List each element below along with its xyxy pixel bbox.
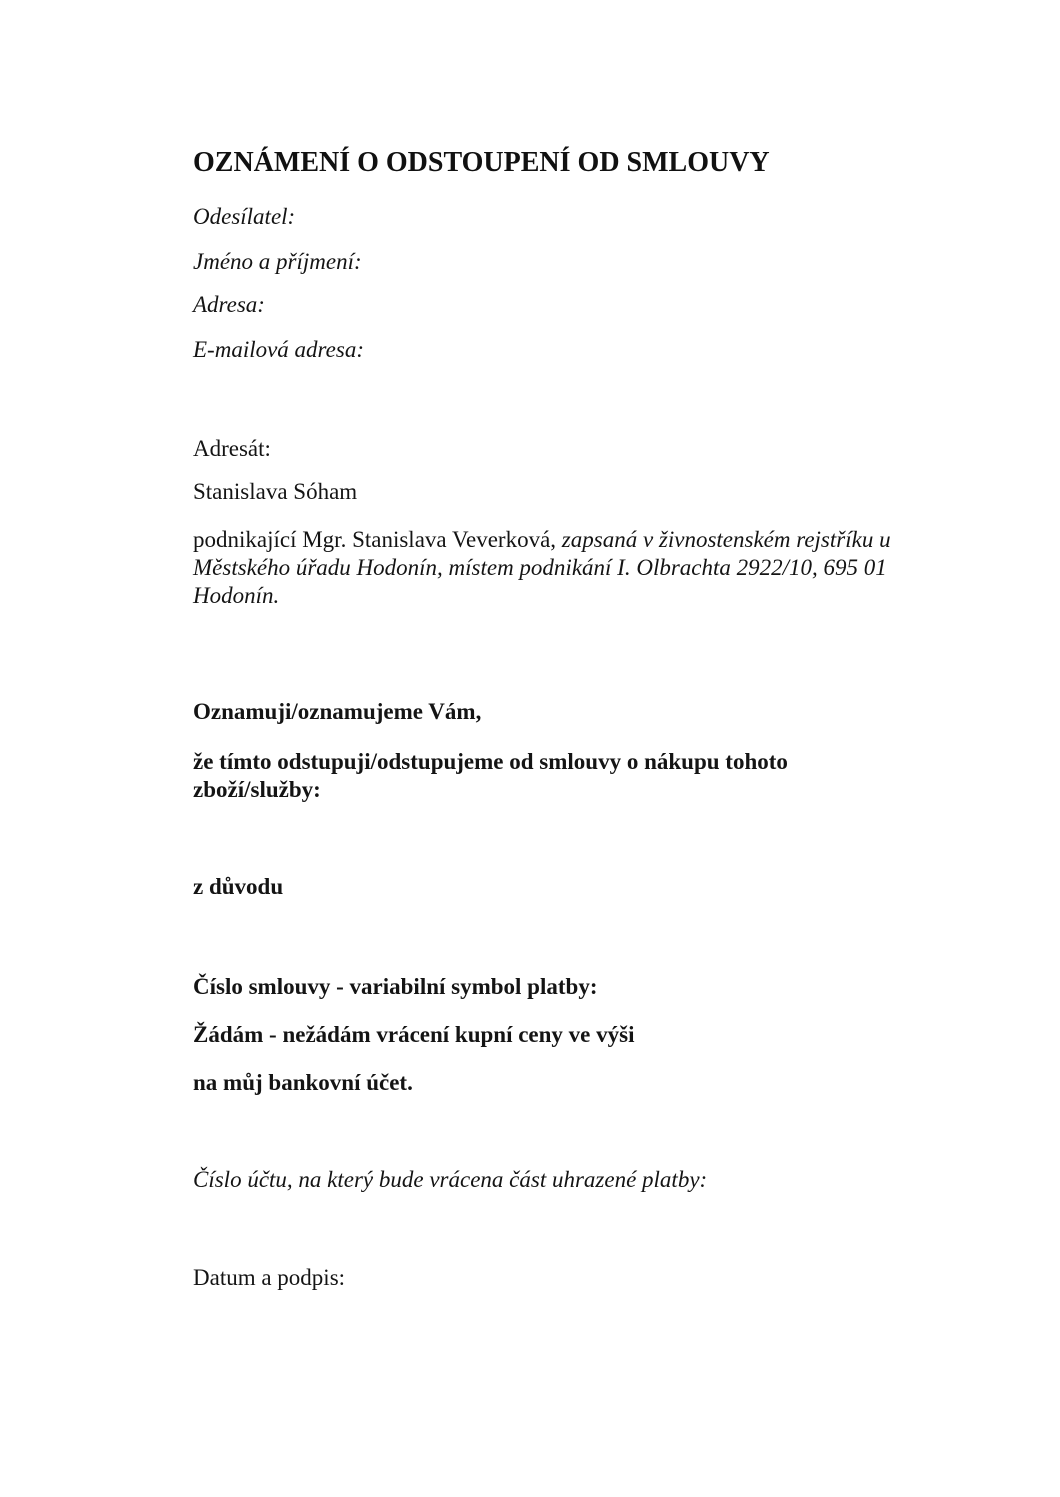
- notice-intro: Oznamuji/oznamujeme Vám,: [193, 699, 482, 724]
- bank-account-line: na můj bankovní účet.: [193, 1070, 413, 1095]
- sender-name-label: Jméno a příjmení:: [193, 249, 362, 274]
- date-signature-label: Datum a podpis:: [193, 1265, 346, 1290]
- addressee-detail-italic-run-2: Městského úřadu Hodonín, místem podnikání I. Olbrachta 2922/10, 695 01: [193, 555, 887, 580]
- addressee-label: Adresát:: [193, 436, 271, 461]
- account-number-label: Číslo účtu, na který bude vrácena část uhrazené platby:: [193, 1167, 708, 1192]
- addressee-detail-italic-run-3: Hodonín.: [193, 583, 280, 608]
- sender-label: Odesílatel:: [193, 204, 296, 229]
- reason-label: z důvodu: [193, 874, 284, 899]
- withdrawal-statement-line-2: zboží/služby:: [193, 777, 321, 802]
- sender-address-label: Adresa:: [193, 292, 265, 317]
- refund-request-line: Žádám - nežádám vrácení kupní ceny ve výši: [193, 1022, 635, 1047]
- addressee-name: Stanislava Sóham: [193, 479, 358, 504]
- contract-number-label: Číslo smlouvy - variabilní symbol platby:: [193, 974, 598, 999]
- sender-email-label: E-mailová adresa:: [193, 337, 364, 362]
- withdrawal-statement: [193, 748, 788, 804]
- withdrawal-statement-line-1: že tímto odstupuji/odstupujeme od smlouvy o nákupu tohoto: [193, 749, 788, 774]
- addressee-detail-regular-run: podnikající Mgr. Stanislava Veverková,: [193, 527, 562, 552]
- addressee-detail-italic-run-1: zapsaná v živnostenském rejstříku u: [561, 527, 891, 552]
- document-title: OZNÁMENÍ O ODSTOUPENÍ OD SMLOUVY: [193, 147, 770, 178]
- addressee-detail-paragraph: [193, 526, 891, 610]
